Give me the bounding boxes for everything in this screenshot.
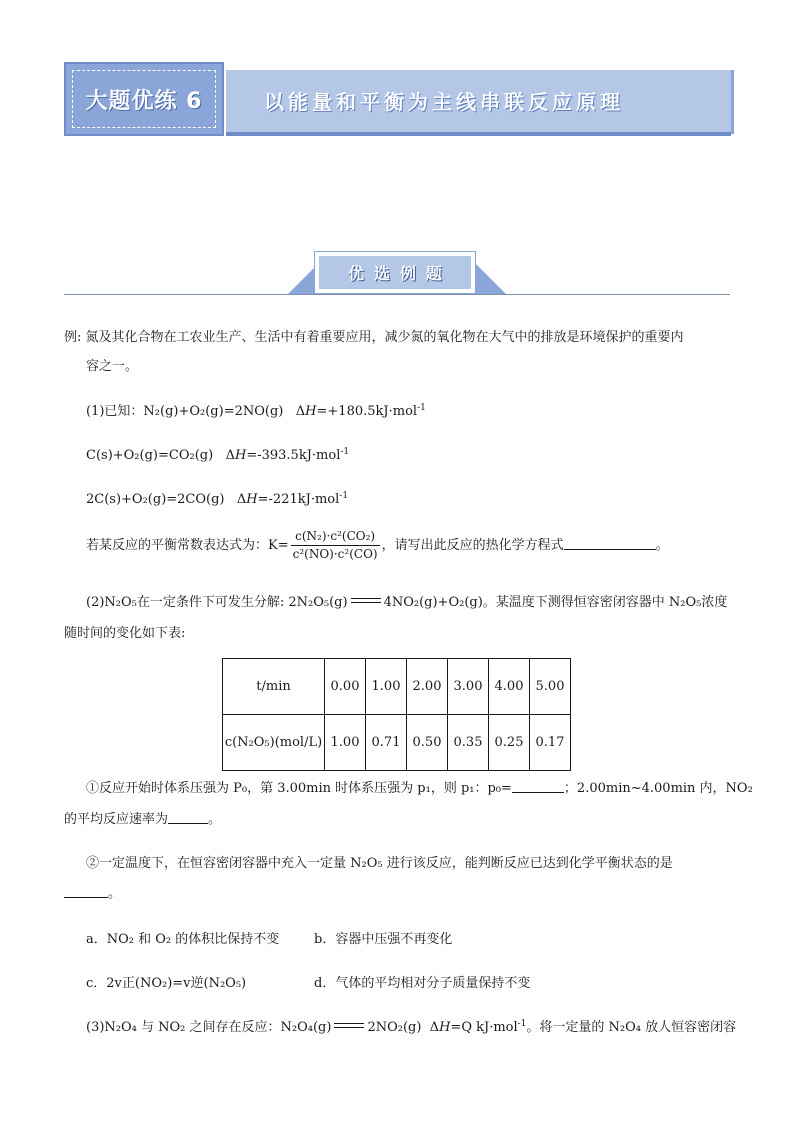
q1-text-c: 的平均反应速率为 bbox=[64, 812, 169, 827]
table-cell: 1.00 bbox=[366, 659, 407, 715]
table-cell: 2.00 bbox=[407, 659, 448, 715]
eq2-reaction: C(s)+O₂(g)=CO₂(g) bbox=[86, 448, 214, 463]
table-cell: 0.50 bbox=[407, 715, 448, 771]
table-cell: 4.00 bbox=[489, 659, 530, 715]
eq3-reaction: 2C(s)+O₂(g)=2CO(g) bbox=[86, 492, 225, 507]
eq1-reaction: N₂(g)+O₂(g)=2NO(g) bbox=[143, 404, 284, 419]
table-cell: 0.00 bbox=[325, 659, 366, 715]
option-d: d．气体的平均相对分子质量保持不变 bbox=[314, 976, 531, 991]
question-2-line-2: 。 bbox=[64, 885, 121, 903]
table-cell: 0.71 bbox=[366, 715, 407, 771]
eq3-enthalpy: =-221kJ·mol bbox=[257, 492, 340, 507]
k-fraction bbox=[291, 529, 380, 562]
part3-text-a: (3)N₂O₄ 与 NO₂ 之间存在反应：N₂O₄(g) bbox=[86, 1020, 332, 1035]
equilibrium-constant-line: 若某反应的平衡常数表达式为：K= $\frac{\text{c(N₂)·c²(CO₂)}}{\text{c²(NO)·c²(CO)}}$ ，请写出此反应的热化学方程式 。 bbox=[86, 529, 669, 561]
table-row-label: c(N₂O₅)(mol/L) bbox=[223, 715, 325, 771]
chapter-badge bbox=[64, 62, 224, 136]
answer-blank-3[interactable] bbox=[168, 811, 208, 824]
option-b: b．容器中压强不再变化 bbox=[314, 932, 453, 947]
k-denominator: c²(NO)·c²(CO) bbox=[292, 547, 378, 561]
part3-line: (3)N₂O₄ 与 NO₂ 之间存在反应：N₂O₄(g) 2NO₂(g) ΔH=Q kJ·mol$^{-1}$。将一定量的 N₂O₄ 放人恒容密闭容 bbox=[86, 1019, 737, 1035]
table-cell: 1.00 bbox=[325, 715, 366, 771]
k-prefix: 若某反应的平衡常数表达式为： bbox=[86, 538, 269, 553]
part1-lead: (1)已知： bbox=[86, 404, 144, 419]
table-row bbox=[223, 659, 571, 715]
table-cell: 0.35 bbox=[448, 715, 489, 771]
part3-text-b: 2NO₂(g) bbox=[367, 1020, 422, 1035]
part2-line-1b: 4NO₂(g)+O₂(g)。某温度下测得恒容密闭容器中 N₂O₅浓度 bbox=[383, 595, 728, 610]
answer-blank-1[interactable] bbox=[564, 537, 656, 550]
chapter-title-bar bbox=[226, 70, 734, 134]
table-cell: 3.00 bbox=[448, 659, 489, 715]
equilibrium-arrow bbox=[351, 597, 381, 605]
option-c: c．2v正(NO₂)=v逆(N₂O₅) bbox=[86, 976, 247, 991]
badge-right-wing bbox=[476, 264, 506, 294]
table-cell: 5.00 bbox=[530, 659, 571, 715]
chapter-badge-text: 大题优练 6 bbox=[85, 88, 203, 114]
q1-text-b: ；2.00min~4.00min 内，NO₂ bbox=[563, 781, 753, 796]
table-cell: 0.17 bbox=[530, 715, 571, 771]
eq1-line: (1)已知：N₂(g)+O₂(g)=2NO(g) ΔH=+180.5kJ·mol$^{-1}$ bbox=[86, 403, 426, 419]
part2-line-2: 随时间的变化如下表: bbox=[64, 626, 186, 641]
part2-line-1a: (2)N₂O₅在一定条件下可发生分解: 2N₂O₅(g) bbox=[86, 595, 348, 610]
section-badge bbox=[314, 251, 476, 294]
question-1-line-2: 的平均反应速率为 。 bbox=[64, 812, 222, 827]
title-underline bbox=[226, 132, 731, 136]
eq1-enthalpy: =+180.5kJ·mol bbox=[316, 404, 418, 419]
part3-text-c: =Q kJ·mol bbox=[450, 1020, 518, 1035]
chapter-title: 以能量和平衡为主线串联反应原理 bbox=[264, 90, 624, 114]
part2-line-1 bbox=[86, 594, 727, 612]
part3-text-d: 。将一定量的 N₂O₄ 放人恒容密闭容 bbox=[526, 1020, 737, 1035]
table-cell: 0.25 bbox=[489, 715, 530, 771]
k-numerator: c(N₂)·c²(CO₂) bbox=[291, 529, 380, 546]
eq2-enthalpy: =-393.5kJ·mol bbox=[246, 448, 341, 463]
table-row bbox=[223, 715, 571, 771]
eq3-line: 2C(s)+O₂(g)=2CO(g) ΔH=-221kJ·mol$^{-1}$ bbox=[86, 491, 349, 507]
k-period: 。 bbox=[655, 538, 669, 553]
q1-text-a: ①反应开始时体系压强为 P₀，第 3.00min 时体系压强为 p₁，则 p₁：p₀= bbox=[86, 781, 512, 796]
answer-blank-2[interactable] bbox=[512, 780, 564, 793]
equilibrium-arrow bbox=[334, 1022, 364, 1030]
question-2-line-1: ②一定温度下，在恒容密闭容器中充入一定量 N₂O₅ 进行该反应，能判断反应已达到化学平衡状态的是 bbox=[86, 856, 673, 871]
question-1-line-1 bbox=[86, 780, 753, 798]
intro-line-1: 例: 氮及其化合物在工农业生产、生活中有着重要应用，减少氮的氧化物在大气中的排放是环境保护的重要内 bbox=[64, 330, 684, 345]
intro-line-2: 容之一。 bbox=[86, 359, 139, 374]
k-suffix: ，请写出此反应的热化学方程式 bbox=[381, 538, 564, 553]
eq2-line: C(s)+O₂(g)=CO₂(g) ΔH=-393.5kJ·mol$^{-1}$ bbox=[86, 447, 350, 463]
table-header-label: t/min bbox=[223, 659, 325, 715]
concentration-table bbox=[222, 658, 571, 771]
section-divider bbox=[64, 294, 730, 295]
answer-blank-4[interactable] bbox=[64, 885, 108, 898]
section-badge-label: 优选例题 bbox=[347, 264, 452, 283]
option-a: a．NO₂ 和 O₂ 的体积比保持不变 bbox=[86, 932, 280, 947]
